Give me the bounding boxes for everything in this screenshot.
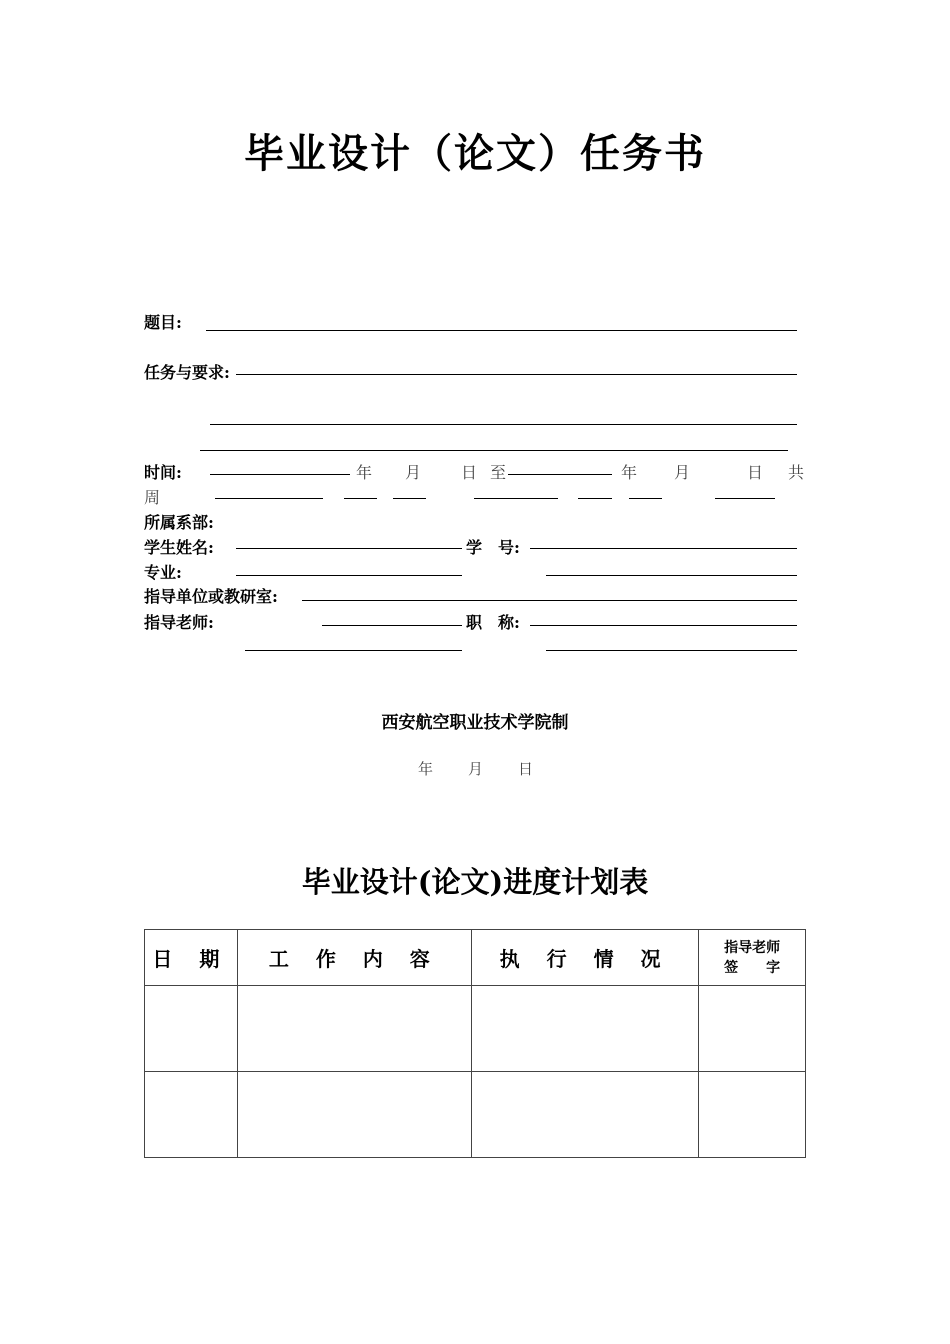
header-signature-line2: 签 字: [724, 959, 781, 976]
time-label: 时间:: [144, 463, 182, 482]
week-line-3[interactable]: [393, 498, 426, 499]
time-month-1: 月: [405, 463, 422, 482]
time-end-line[interactable]: [508, 474, 612, 475]
time-year-2: 年: [621, 463, 638, 482]
plan-table: [144, 929, 806, 1158]
week-line-2[interactable]: [344, 498, 377, 499]
student-id-label: 学 号:: [466, 538, 520, 557]
header-signature-line1: 指导老师: [724, 939, 781, 956]
cell-signature[interactable]: [699, 986, 806, 1072]
task-input-line-3[interactable]: [200, 450, 788, 451]
dept-label: 所属系部:: [144, 513, 214, 532]
date-month: 月: [468, 760, 484, 778]
major-line-right[interactable]: [546, 575, 797, 576]
cell-status[interactable]: [471, 1072, 698, 1158]
student-id-line[interactable]: [530, 548, 797, 549]
time-to: 至: [490, 463, 507, 482]
task-input-line-2[interactable]: [210, 424, 797, 425]
unit-line[interactable]: [302, 600, 797, 601]
major-label: 专业:: [144, 563, 182, 582]
page-title: 毕业设计（论文）任务书: [244, 130, 706, 177]
topic-label: 题目:: [144, 313, 182, 332]
advisor-title-label: 职 称:: [466, 613, 520, 632]
time-total: 共: [788, 463, 805, 482]
time-month-2: 月: [674, 463, 691, 482]
task-label: 任务与要求:: [144, 363, 230, 382]
time-day-1: 日: [461, 463, 478, 482]
week-line-7[interactable]: [715, 498, 775, 499]
week-line-5[interactable]: [578, 498, 612, 499]
cell-date[interactable]: [145, 986, 238, 1072]
advisor-line-2[interactable]: [245, 650, 462, 651]
institution-name: 西安航空职业技术学院制: [381, 713, 569, 733]
table-row: [145, 1072, 806, 1158]
header-signature: [699, 930, 806, 986]
time-day-2: 日: [747, 463, 764, 482]
week-line-6[interactable]: [629, 498, 662, 499]
cell-content[interactable]: [237, 986, 471, 1072]
week-line-1[interactable]: [215, 498, 323, 499]
advisor-title-line[interactable]: [530, 625, 797, 626]
time-week: 周: [144, 488, 161, 507]
cell-status[interactable]: [471, 986, 698, 1072]
cell-content[interactable]: [237, 1072, 471, 1158]
header-date: 日 期: [145, 930, 238, 986]
table-header-row: [145, 930, 806, 986]
date-day: 日: [518, 760, 534, 778]
header-status: 执 行 情 况: [471, 930, 698, 986]
time-year-1: 年: [356, 463, 373, 482]
plan-title: 毕业设计(论文)进度计划表: [301, 865, 649, 899]
cell-date[interactable]: [145, 1072, 238, 1158]
student-name-label: 学生姓名:: [144, 538, 214, 557]
topic-input-line[interactable]: [206, 330, 797, 331]
major-line[interactable]: [236, 575, 462, 576]
header-content: 工 作 内 容: [237, 930, 471, 986]
task-input-line-1[interactable]: [236, 374, 797, 375]
cell-signature[interactable]: [699, 1072, 806, 1158]
advisor-label: 指导老师:: [144, 613, 214, 632]
date-year: 年: [418, 760, 434, 778]
unit-label: 指导单位或教研室:: [144, 587, 278, 606]
table-row: [145, 986, 806, 1072]
week-line-4[interactable]: [474, 498, 558, 499]
time-start-line[interactable]: [210, 474, 350, 475]
student-name-line[interactable]: [236, 548, 462, 549]
advisor-line[interactable]: [322, 625, 462, 626]
advisor-title-line-2[interactable]: [546, 650, 797, 651]
